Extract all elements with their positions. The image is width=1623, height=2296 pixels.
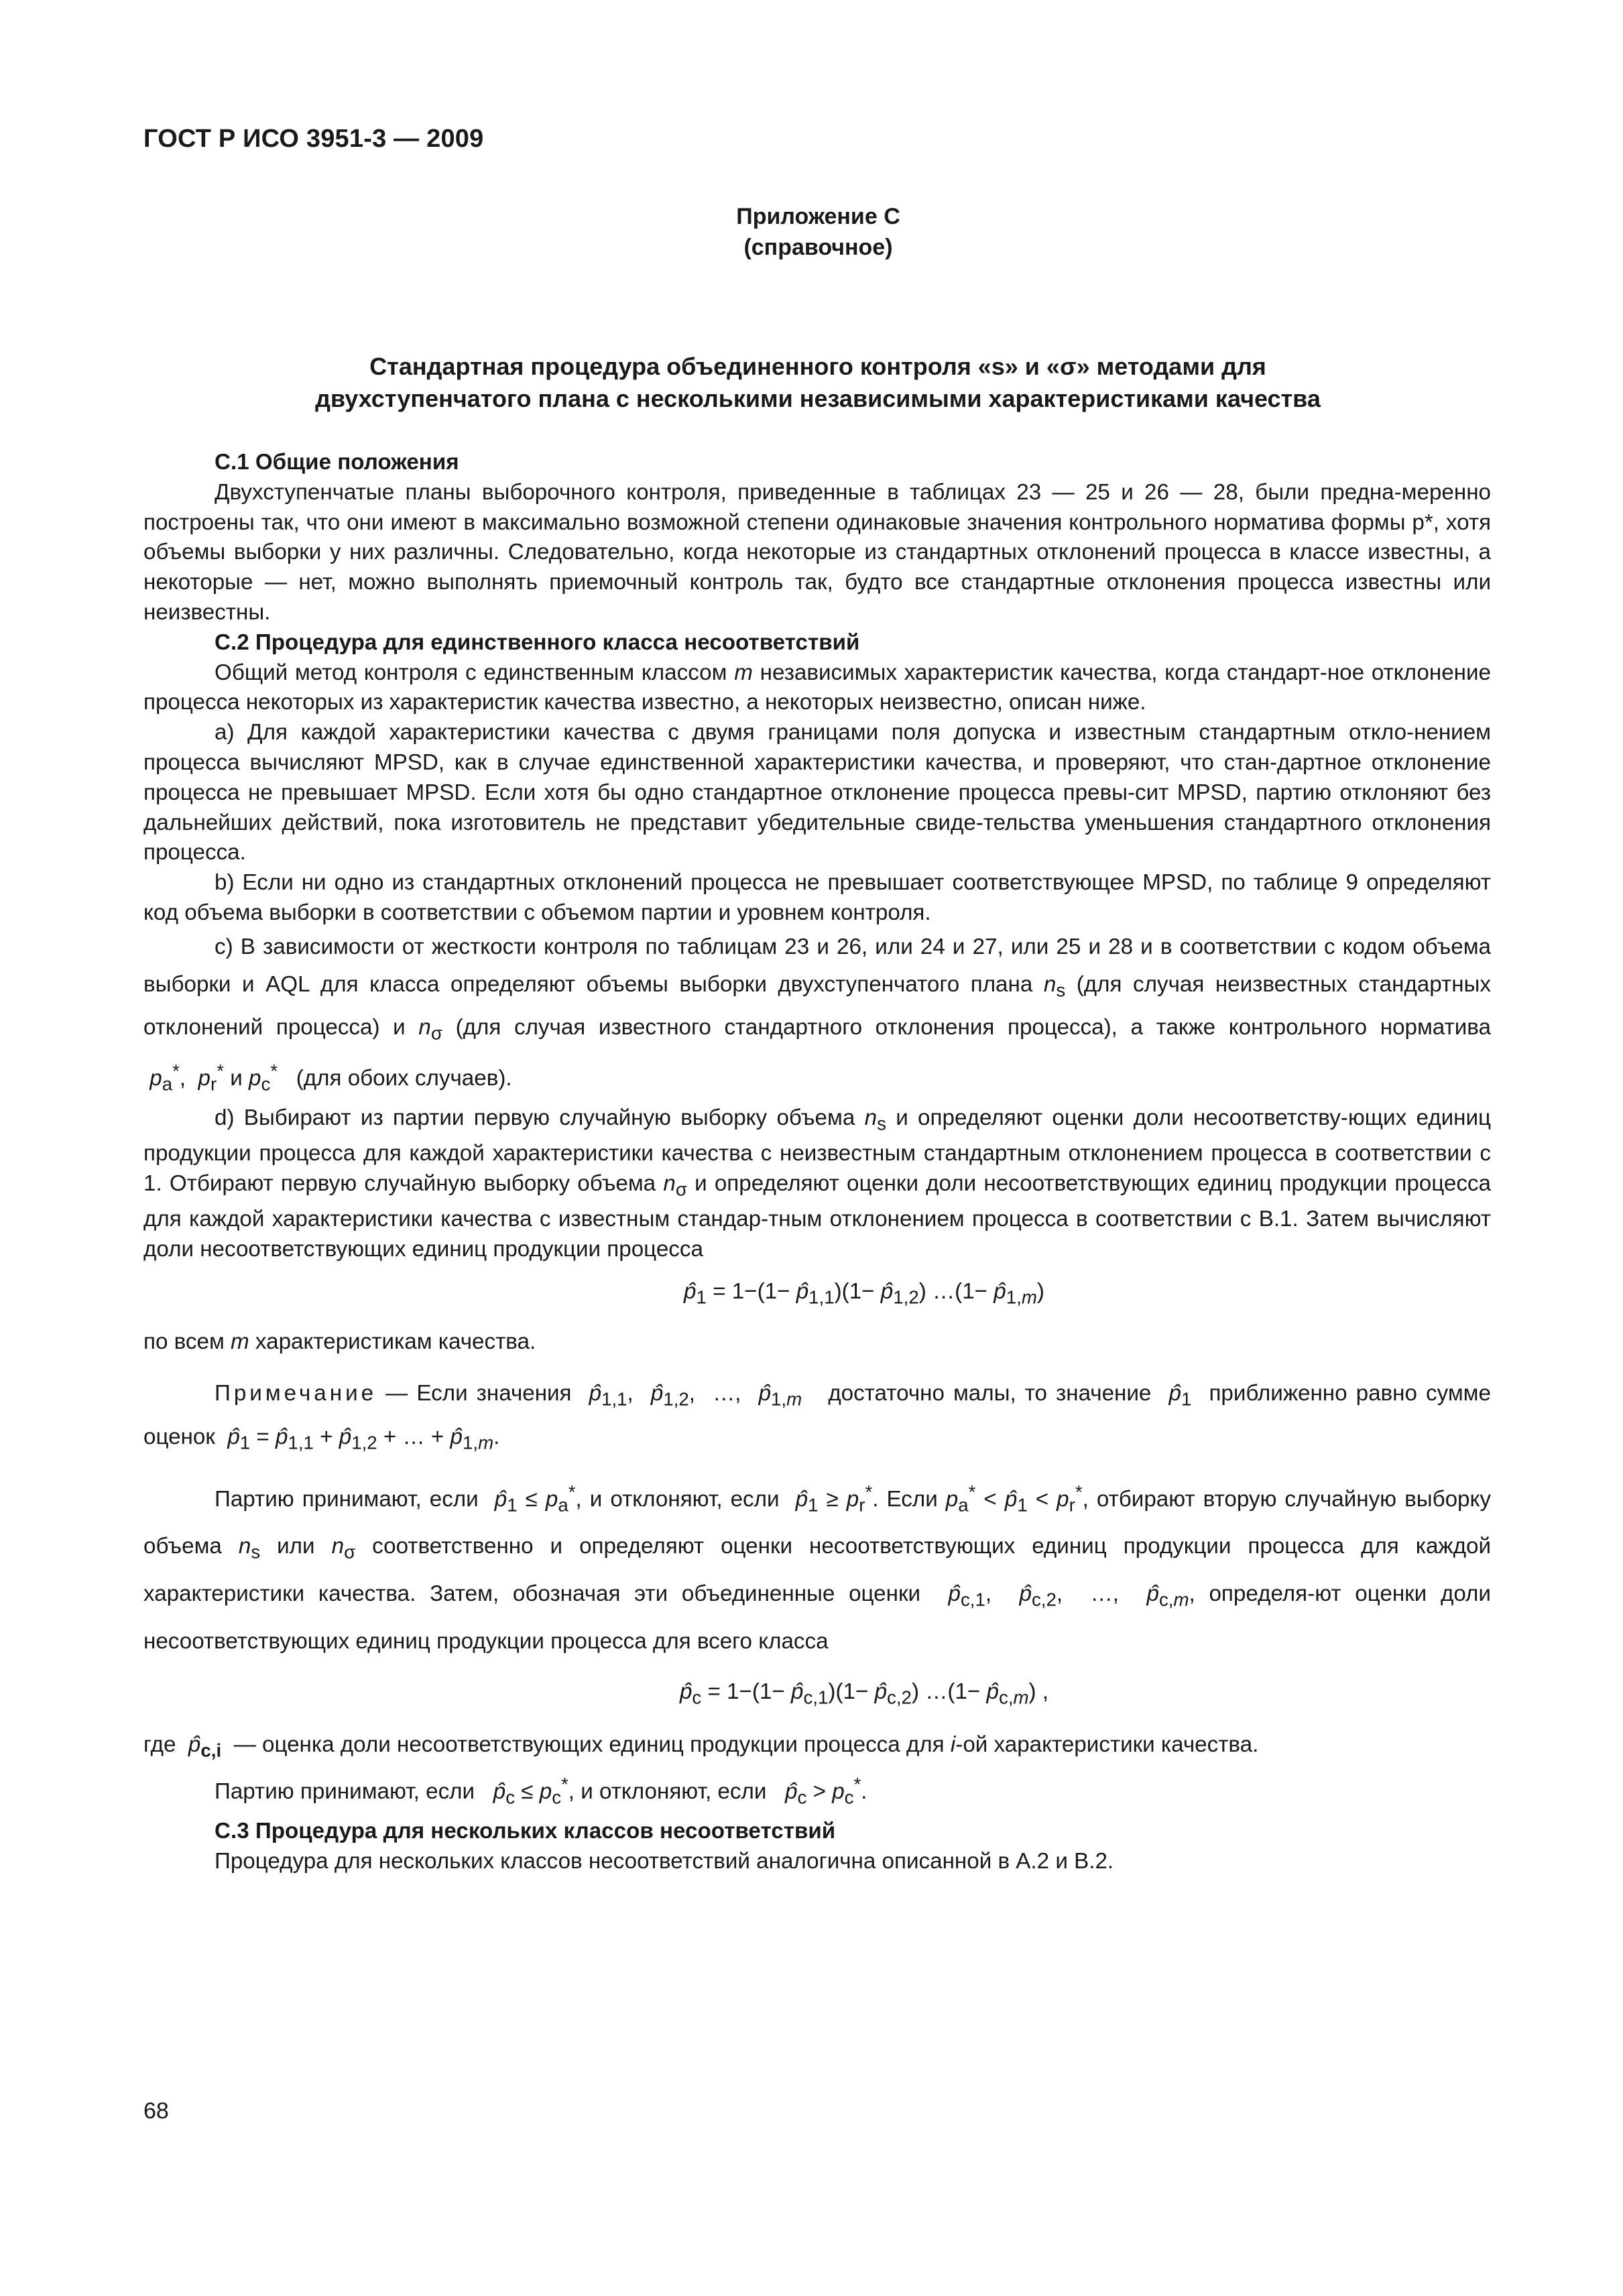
paragraph-after-formula-1: по всем m характеристикам качества.	[143, 1329, 536, 1355]
paragraph-c3: Процедура для нескольких классов несоответствий аналогична описанной в А.2 и В.2.	[215, 1848, 1114, 1874]
annex-kind: (справочное)	[743, 235, 893, 260]
note-label: Примечание	[215, 1381, 377, 1406]
paragraph-item-a: а) Для каждой характеристики качества с двумя границами поля допуска и известным стандартным откло-нением процесса вычисляют MPSD, как в случае единственной характеристики качества, и проверяют, что стан-дартное отклонение процесса не превышает MPSD. Если хотя бы одно стандартное отклонение процесса превы-сит MPSD, партию отклоняют без дальнейших действий, пока изготовитель не представит убедительные свиде-тельства уменьшения стандартного отклонения процесса.	[143, 720, 1491, 865]
math-pa-pr-pc: $p_a^*$, $p_r^*$ и $p_c^*$	[149, 1061, 278, 1095]
paragraph-final-decision: Партию принимают, если $p̂_c \le p_c^*$, и отклоняют, если $p̂_c > p_c^*$.	[215, 1774, 867, 1809]
paragraph-c2-intro: Общий метод контроля с единственным классом m независимых характеристик качества, когда стандарт-ное отклонение процесса некоторых из характеристик качества известно, а некоторых неизвестно, описан ниже.	[143, 660, 1491, 715]
page-number: 68	[143, 2098, 169, 2124]
document-title	[143, 351, 1492, 415]
document-header-id: ГОСТ Р ИСО 3951-3 — 2009	[143, 125, 484, 153]
note-paragraph: Примечание — Если значения $p̂_{1,1}$, $p̂_{1,2}$, …, $p̂_{1,m}$ достаточно малы, то значение $p̂_1$ приближенно равно сумме оценок $p̂_1$ = $p̂_{1,1}$ + $p̂_{1,2}$ + … + $p̂_{1,m}$.	[143, 1381, 1491, 1453]
title-line-2: двухступенчатого плана с несколькими независимыми характеристиками качества	[315, 385, 1321, 412]
paragraph-where: где $p̂_{c,i}$ — оценка доли несоответствующих единиц продукции процесса для i-ой характеристики качества.	[143, 1732, 1259, 1761]
section-heading-c3: С.3 Процедура для нескольких классов несоответствий	[215, 1819, 836, 1844]
math-nsigma: $n_\sigma$	[418, 1015, 442, 1044]
paragraph-item-c: с) В зависимости от жесткости контроля по таблицам 23 и 26, или 24 и 27, или 25 и 28 и в соответствии с кодом объема выборки и AQL для класса определяют объемы выборки двухступенчатого плана $n_s$ (для случая неизвестных стандартных отклонений процесса) и $n_\sigma$ (для случая известного стандартного отклонения процесса), а также контрольного норматива $p_a^*$, $p_r^*$ и $p_c^*$ (для обоих случаев).	[143, 934, 1491, 1095]
paragraph-acceptance: Партию принимают, если $p̂_1 \le p_a^*$, и отклоняют, если $p̂_1 \ge p_r^*$. Если $p_a^*$ < $p̂_1 < p_r^*$, отбирают вторую случайную выборку объема $n_s$ или $n_\sigma$ соответственно и определяют оценки несоответствующих единиц продукции процесса для каждой характеристики качества. Затем, обозначая эти объединенные оценки $p̂_{c,1}$, $p̂_{c,2}$, …, $p̂_{c,m}$, определя-ют оценки доли несоответствующих единиц продукции процесса для всего класса	[143, 1481, 1491, 1654]
document-body	[143, 448, 1491, 1877]
formula-p1: $p̂_1 = 1-(1-$ $p̂_{1,1})(1-$ $p̂_{1,2}$) …(1− $p̂_{1,m}$)	[684, 1279, 1044, 1308]
paragraph-item-d: d) Выбирают из партии первую случайную выборку объема $n_s$ и определяют оценки доли несоответству-ющих единиц продукции процесса для каждой характеристики качества с неизвестным стандартным отклонением процесса в соответствии с 1. Отбирают первую случайную выборку объема $n_\sigma$ и определяют оценки доли несоответствующих единиц продукции процесса для каждой характеристики качества с известным стандар-тным отклонением процесса в соответствии с В.1. Затем вычисляют доли несоответствующих единиц продукции процесса	[143, 1105, 1491, 1262]
paragraph-c1: Двухступенчатые планы выборочного контроля, приведенные в таблицах 23 — 25 и 26 — 28, были предна-меренно построены так, что они имеют в максимально возможной степени одинаковые значения контрольного норматива формы p*, хотя объемы выборки у них различны. Следовательно, когда некоторые из стандартных отклонений процесса в классе известны, а некоторые — нет, можно выполнять приемочный контроль так, будто все стандартные отклонения процесса известны или неизвестны.	[143, 479, 1491, 625]
annex-label: Приложение С	[736, 204, 900, 229]
section-heading-c2: С.2 Процедура для единственного класса несоответствий	[215, 629, 860, 655]
paragraph-item-b: b) Если ни одно из стандартных отклонений процесса не превышает соответствующее MPSD, по таблице 9 определяют код объема выборки в соответствии с объемом партии и уровнем контроля.	[143, 870, 1491, 925]
math-ns: $n_s$	[1043, 971, 1066, 1001]
formula-pc: $p̂_c = 1-(1-$ $p̂_{c,1})(1-$ $p̂_{c,2}$) …(1− $p̂_{c,m}$) ,	[679, 1679, 1049, 1708]
annex-heading	[0, 201, 1623, 263]
title-line-1: Стандартная процедура объединенного контроля «s» и «σ» методами для	[369, 353, 1266, 380]
section-heading-c1: С.1 Общие положения	[215, 450, 459, 475]
